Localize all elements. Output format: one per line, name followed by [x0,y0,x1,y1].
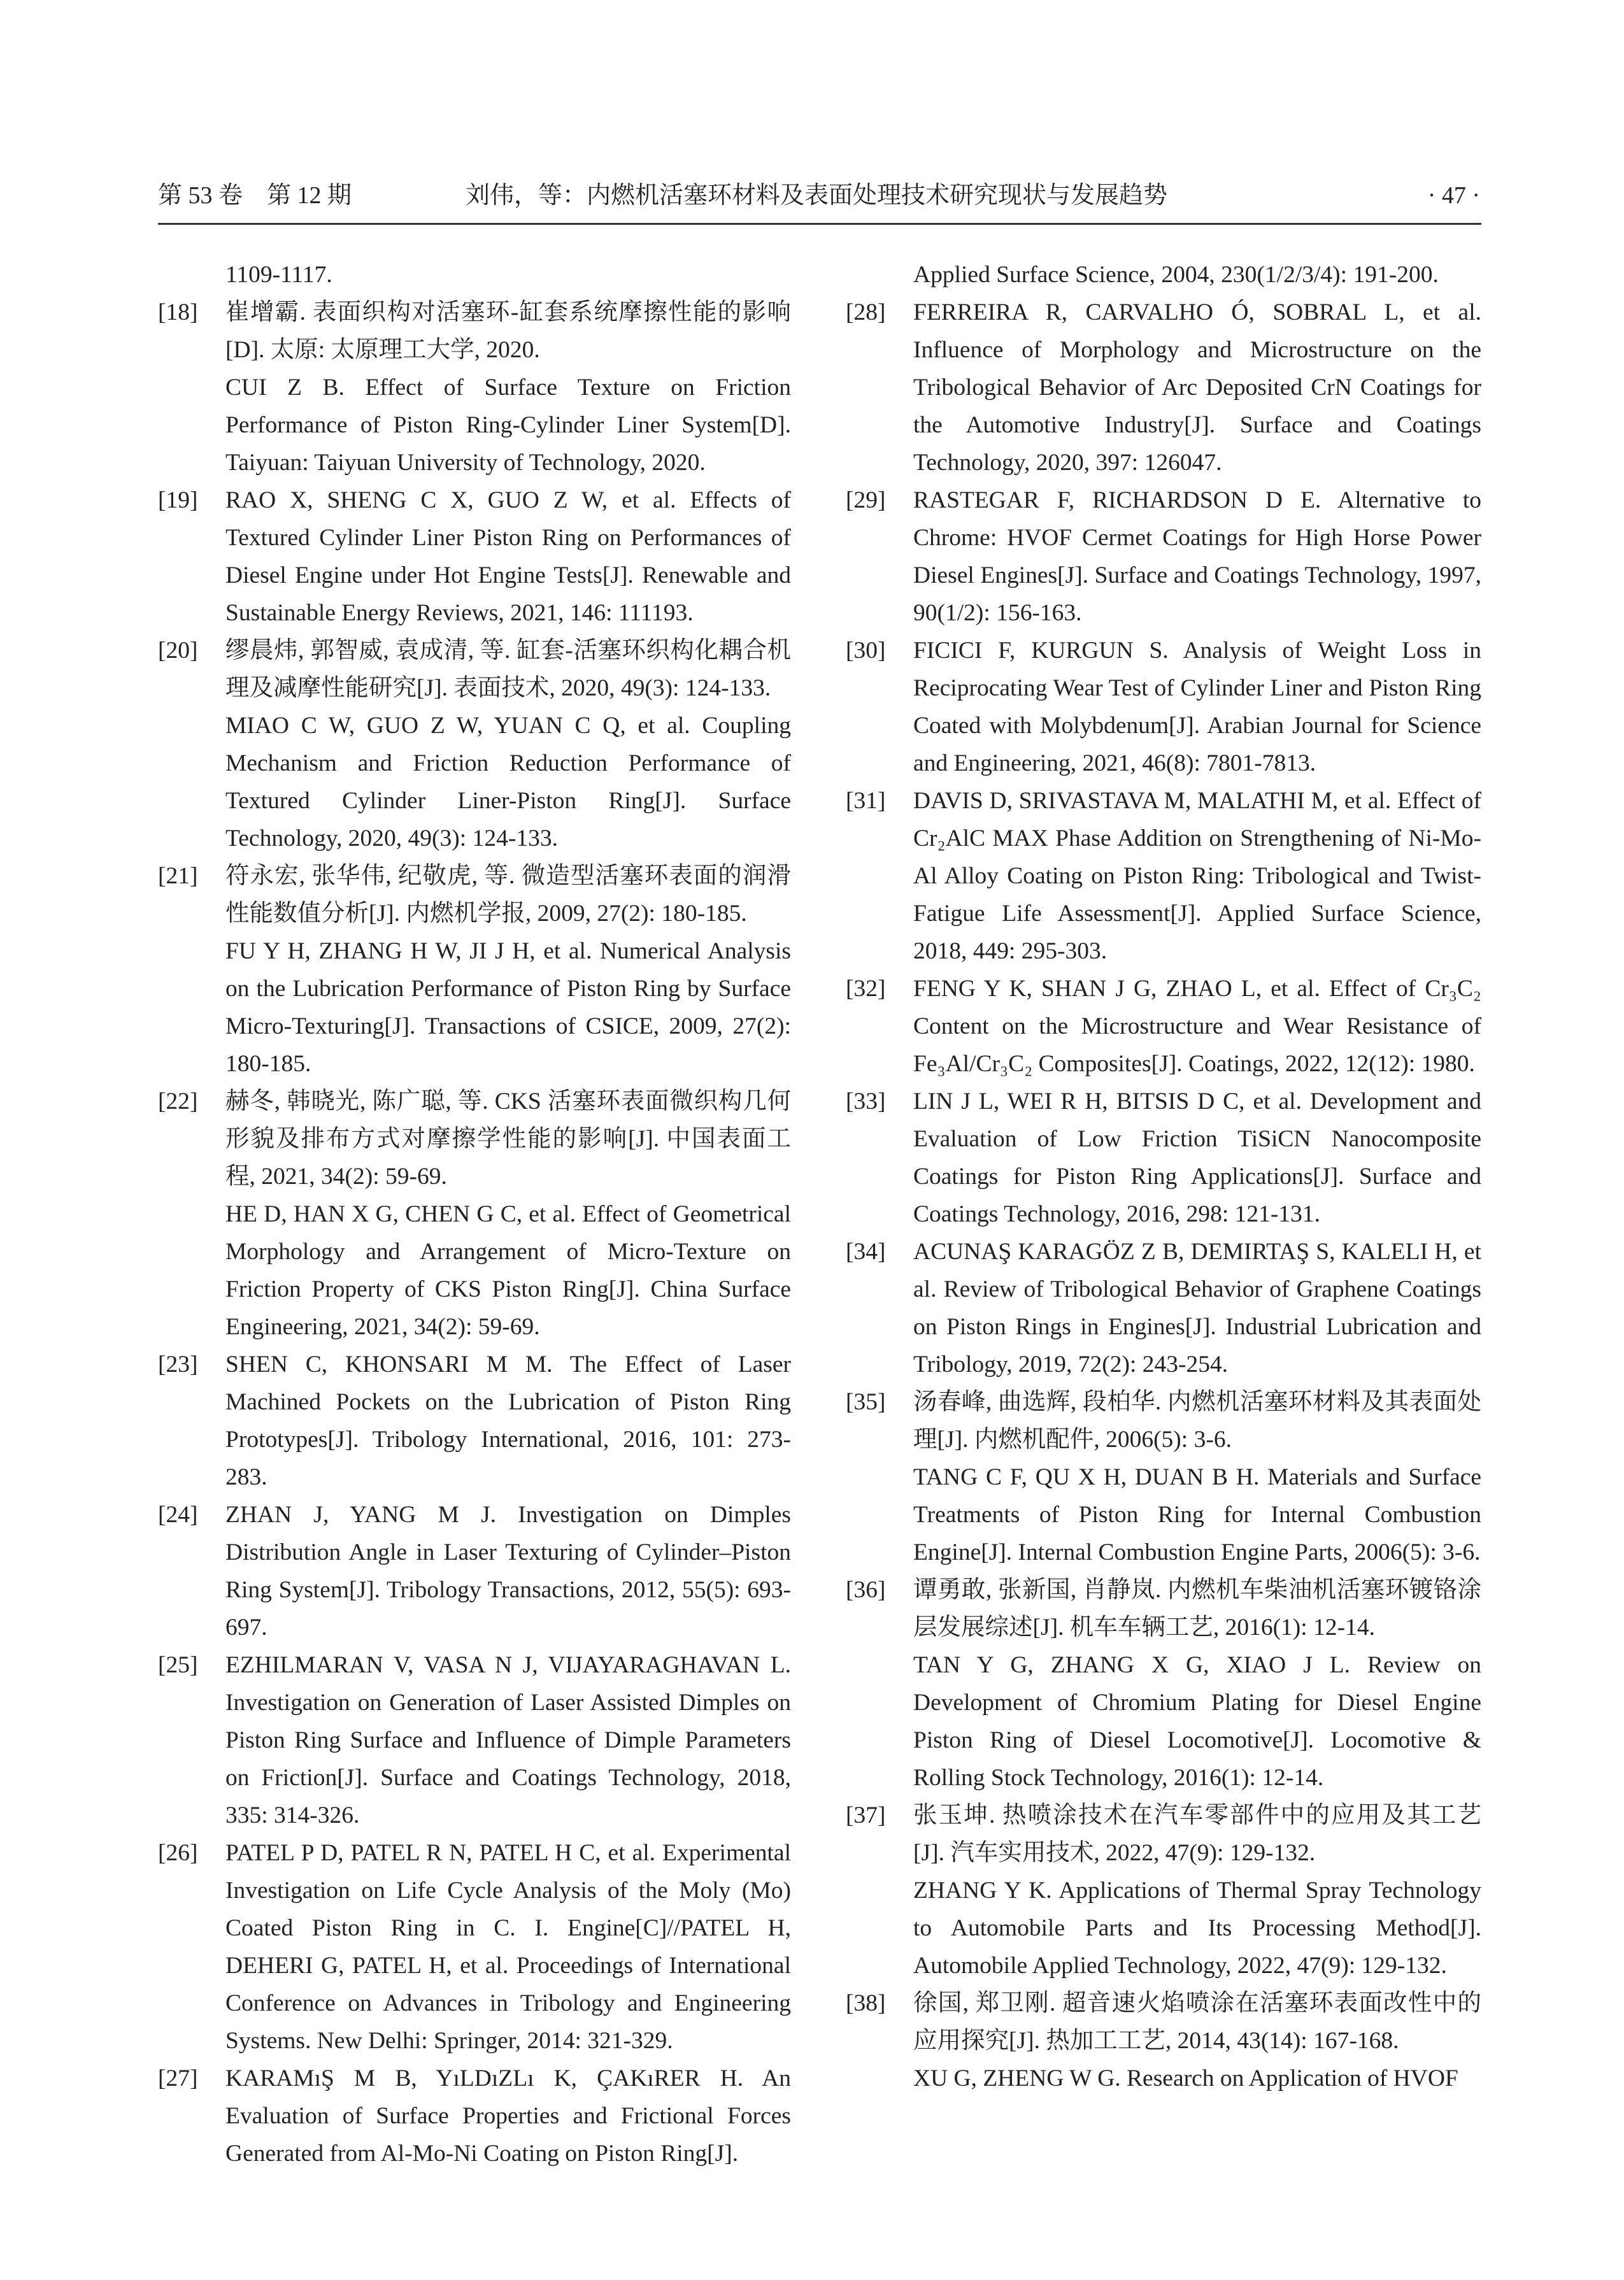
running-header [158,177,1481,225]
reference-item [846,1571,1481,1797]
reference-item [158,2060,791,2172]
reference-text: ZHAN J, YANG M J. Investigation on Dimples Distribution Angle in Laser Texturing of Cylinder–Piston Ring System[J]. Tribology Transactions, 2012, 55(5): 693-697. [225,1502,791,1641]
reference-text: LIN J L, WEI R H, BITSIS D C, et al. Development and Evaluation of Low Friction TiSiCN Nanocomposite Coatings for Piston Ring Applications[J]. Surface and Coatings Technology, 2016, 298: 121-131. [913,1088,1481,1227]
reference-body [225,294,791,481]
running-title: 刘伟，等：内燃机活塞环材料及表面处理技术研究现状与发展趋势 [466,182,1168,209]
reference-body [225,632,791,857]
reference-number: [35] [846,1389,886,1415]
reference-item [846,1233,1481,1383]
reference-number: [27] [158,2065,198,2091]
reference-text: RAO X, SHENG C X, GUO Z W, et al. Effects of Textured Cylinder Liner Piston Ring on Performances of Diesel Engine under Hot Engine Tests[J]. Renewable and Sustainable Energy Reviews, 2021, 146: 111193. [225,487,791,626]
reference-number: [33] [846,1088,886,1115]
reference-text: RASTEGAR F, RICHARDSON D E. Alternative to Chrome: HVOF Cermet Coatings for High Horse Power Diesel Engines[J]. Surface and Coatings Technology, 1997, 90(1/2): 156-163. [913,487,1481,626]
reference-body [225,1646,791,1834]
reference-item [846,782,1481,970]
reference-item [158,1646,791,1834]
reference-text: 汤春峰, 曲选辉, 段柏华. 内燃机活塞环材料及其表面处理[J]. 内燃机配件, 2006(5): 3-6. [913,1389,1481,1453]
reference-number: [34] [846,1239,886,1265]
reference-number: [38] [846,1990,886,2016]
reference-text: FENG Y K, SHAN J G, ZHAO L, et al. Effect of Cr₃C₂ Content on the Microstructure and Wear Resistance of Fe₃Al/Cr₃C₂ Composites[J]. Coatings, 2022, 12(12): 1980. [913,976,1481,1077]
reference-number: [32] [846,976,886,1002]
reference-number: [19] [158,487,198,513]
reference-translation: FU Y H, ZHANG H W, JI J H, et al. Numerical Analysis on the Lubrication Performance of Piston Ring by Surface Micro-Texturing[J]. Transactions of CSICE, 2009, 27(2): 180-185. [225,938,791,1077]
reference-text: ACUNAŞ KARAGÖZ Z B, DEMIRTAŞ S, KALELI H, et al. Review of Tribological Behavior of Graphene Coatings on Piston Rings in Engines[J]. Industrial Lubrication and Tribology, 2019, 72(2): 243-254. [913,1239,1481,1378]
reference-text: EZHILMARAN V, VASA N J, VIJAYARAGHAVAN L. Investigation on Generation of Laser Assisted Dimples on Piston Ring Surface and Influence of Dimple Parameters on Friction[J]. Surface and Coatings Technology, 2018, 335: 314-326. [225,1652,791,1828]
reference-translation: TANG C F, QU X H, DUAN B H. Materials and Surface Treatments of Piston Ring for Internal Combustion Engine[J]. Internal Combustion Engine Parts, 2006(5): 3-6. [913,1464,1481,1565]
reference-text: 崔增霸. 表面织构对活塞环-缸套系统摩擦性能的影响[D]. 太原: 太原理工大学, 2020. [225,299,791,363]
reference-number: [37] [846,1802,886,1828]
reference-text: 张玉坤. 热喷涂技术在汽车零部件中的应用及其工艺[J]. 汽车实用技术, 2022, 47(9): 129-132. [913,1802,1481,1866]
reference-body [913,1083,1481,1233]
reference-body [225,1834,791,2060]
reference-text: DAVIS D, SRIVASTAVA M, MALATHI M, et al. Effect of Cr₂AlC MAX Phase Addition on Strengthening of Ni-Mo-Al Alloy Coating on Piston Ring: Tribological and Twist-Fatigue Life Assessment[J]. Applied Surface Science, 2018, 449: 295-303. [913,788,1481,964]
reference-item [846,1797,1481,1984]
reference-text: 赫冬, 韩晓光, 陈广聪, 等. CKS 活塞环表面微织构几何形貌及排布方式对摩擦学性能的影响[J]. 中国表面工程, 2021, 34(2): 59-69. [225,1088,791,1190]
reference-continuation [158,256,791,294]
reference-body [225,2060,791,2172]
continuation-text: 1109-1117. [225,262,332,288]
reference-number: [36] [846,1577,886,1603]
reference-item [158,294,791,481]
reference-item [846,1083,1481,1233]
reference-item [846,481,1481,632]
reference-continuation [846,256,1481,294]
reference-number: [26] [158,1840,198,1866]
reference-number: [22] [158,1088,198,1115]
reference-item [158,1496,791,1646]
reference-translation: ZHANG Y K. Applications of Thermal Spray Technology to Automobile Parts and Its Processing Method[J]. Automobile Applied Technology, 2022, 47(9): 129-132. [913,1877,1481,1979]
reference-body [225,1496,791,1646]
reference-translation: XU G, ZHENG W G. Research on Application of HVOF [913,2065,1458,2091]
reference-item [158,1834,791,2060]
reference-text: FERREIRA R, CARVALHO Ó, SOBRAL L, et al. Influence of Morphology and Microstructure on the Tribological Behavior of Arc Deposited CrN Coatings for the Automotive Industry[J]. Surface and Coatings Technology, 2020, 397: 126047. [913,299,1481,476]
reference-text: 符永宏, 张华伟, 纪敬虎, 等. 微造型活塞环表面的润滑性能数值分析[J]. 内燃机学报, 2009, 27(2): 180-185. [225,863,791,927]
reference-text: PATEL P D, PATEL R N, PATEL H C, et al. Experimental Investigation on Life Cycle Analysis of the Moly (Mo) Coated Piston Ring in C. I. Engine[C]//PATEL H, DEHERI G, PATEL H, et al. Proceedings of International Conference on Advances in Tribology and Engineering Systems. New Delhi: Springer, 2014: 321-329. [225,1840,791,2054]
reference-item [846,1984,1481,2097]
reference-body [913,1984,1481,2097]
reference-item [158,857,791,1083]
reference-number: [23] [158,1351,198,1378]
reference-body [225,857,791,1083]
reference-body [225,1083,791,1346]
reference-body [913,970,1481,1083]
reference-text: 缪晨炜, 郭智威, 袁成清, 等. 缸套-活塞环织构化耦合机理及减摩性能研究[J]. 表面技术, 2020, 49(3): 124-133. [225,638,791,701]
right-column [846,256,1481,2097]
reference-item [846,294,1481,481]
reference-number: [21] [158,863,198,889]
reference-body [913,1797,1481,1984]
reference-translation: TAN Y G, ZHANG X G, XIAO J L. Review on Development of Chromium Plating for Diesel Engine Piston Ring of Diesel Locomotive[J]. Locomotive & Rolling Stock Technology, 2016(1): 12-14. [913,1652,1481,1791]
continuation-text: Applied Surface Science, 2004, 230(1/2/3/4): 191-200. [913,262,1439,288]
reference-text: SHEN C, KHONSARI M M. The Effect of Laser Machined Pockets on the Lubrication of Piston Ring Prototypes[J]. Tribology International, 2016, 101: 273-283. [225,1351,791,1490]
reference-number: [20] [158,638,198,664]
reference-translation: MIAO C W, GUO Z W, YUAN C Q, et al. Coupling Mechanism and Friction Reduction Performance of Textured Cylinder Liner-Piston Ring[J]. Surface Technology, 2020, 49(3): 124-133. [225,713,791,851]
reference-number: [24] [158,1502,198,1528]
reference-item [846,970,1481,1083]
page-number: · 47 · [1427,182,1480,209]
reference-item [846,1383,1481,1571]
reference-item [158,1083,791,1346]
reference-number: [29] [846,487,886,513]
reference-body [913,294,1481,481]
reference-text: FICICI F, KURGUN S. Analysis of Weight Loss in Reciprocating Wear Test of Cylinder Liner and Piston Ring Coated with Molybdenum[J]. Arabian Journal for Science and Engineering, 2021, 46(8): 7801-7813. [913,638,1481,776]
reference-number: [25] [158,1652,198,1678]
reference-body [913,632,1481,782]
reference-item [158,1346,791,1496]
reference-body [225,1346,791,1496]
reference-body [913,481,1481,632]
reference-item [158,632,791,857]
left-column [158,256,791,2172]
reference-translation: CUI Z B. Effect of Surface Texture on Friction Performance of Piston Ring-Cylinder Liner System[D]. Taiyuan: Taiyuan University of Technology, 2020. [225,374,791,476]
reference-text: 徐国, 郑卫刚. 超音速火焰喷涂在活塞环表面改性中的应用探究[J]. 热加工工艺, 2014, 43(14): 167-168. [913,1990,1481,2054]
volume-issue: 第 53 卷 第 12 期 [158,182,352,209]
reference-item [846,632,1481,782]
reference-body [913,1383,1481,1571]
reference-translation: HE D, HAN X G, CHEN G C, et al. Effect of Geometrical Morphology and Arrangement of Micro-Texture on Friction Property of CKS Piston Ring[J]. China Surface Engineering, 2021, 34(2): 59-69. [225,1201,791,1340]
reference-number: [30] [846,638,886,664]
reference-body [225,481,791,632]
reference-body [913,1571,1481,1797]
reference-number: [31] [846,788,886,814]
reference-body [913,1233,1481,1383]
reference-item [158,481,791,632]
reference-body [913,782,1481,970]
reference-number: [18] [158,299,198,325]
reference-number: [28] [846,299,886,325]
reference-text: KARAMıŞ M B, YıLDıZLı K, ÇAKıRER H. An Evaluation of Surface Properties and Frictional Forces Generated from Al-Mo-Ni Coating on Piston Ring[J]. [225,2065,791,2167]
reference-text: 谭勇敢, 张新国, 肖静岚. 内燃机车柴油机活塞环镀铬涂层发展综述[J]. 机车车辆工艺, 2016(1): 12-14. [913,1577,1481,1641]
